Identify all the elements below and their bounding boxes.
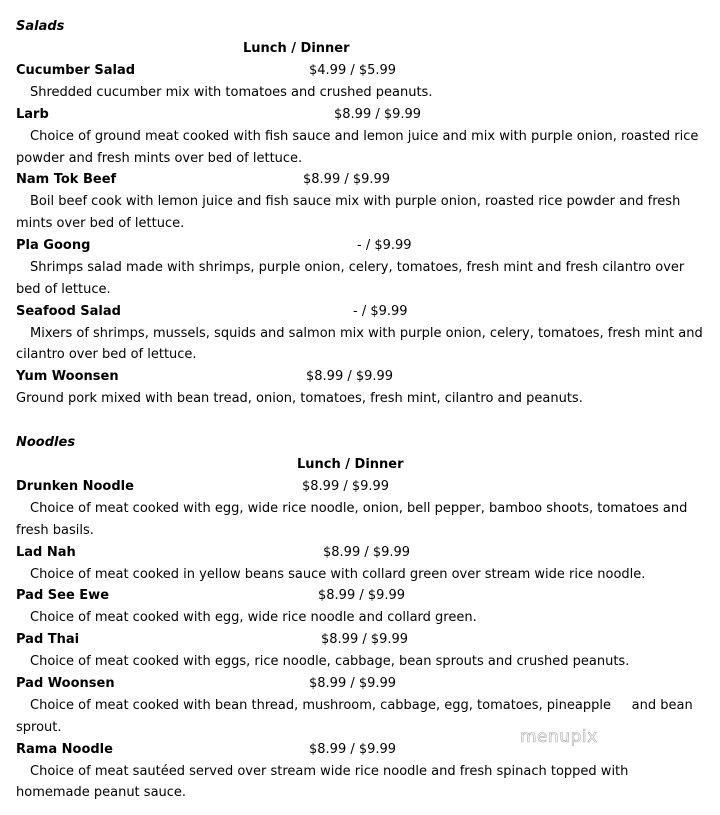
menupix-watermark: menupix (520, 727, 598, 747)
item-price: $8.99 / $9.99 (318, 588, 406, 604)
item-price: $8.99 / $9.99 (321, 632, 409, 648)
item-name: Pad See Ewe (16, 588, 110, 604)
item-name: Pad Woonsen (16, 675, 115, 691)
menu-item (16, 739, 706, 805)
salads-section-title: Salads (16, 19, 65, 34)
menu-page (16, 16, 706, 804)
item-name: Drunken Noodle (16, 478, 134, 494)
item-name: Pla Goong (16, 237, 91, 253)
item-name: Lad Nah (16, 544, 76, 560)
salads-price-header: Lunch / Dinner (243, 41, 350, 56)
item-description: Choice of meat cooked with bean thread, mushroom, cabbage, egg, tomatoes, pineapple and bean sprout. (16, 697, 697, 735)
item-name: Yum Woonsen (16, 369, 119, 385)
menu-item (16, 629, 706, 673)
item-name: Larb (16, 106, 49, 122)
menu-item (16, 542, 706, 586)
noodles-section-title: Noodles (16, 434, 76, 450)
menu-item (16, 301, 706, 367)
item-description: Choice of meat cooked with eggs, rice noodle, cabbage, bean sprouts and crushed peanuts. (30, 654, 630, 670)
item-price: $8.99 / $9.99 (303, 172, 391, 188)
menu-item (16, 169, 706, 235)
item-name: Nam Tok Beef (16, 172, 117, 188)
item-price: $8.99 / $9.99 (306, 369, 394, 385)
item-name: Rama Noodle (16, 741, 113, 757)
menu-item (16, 235, 706, 301)
menu-item (16, 585, 706, 629)
menu-item (16, 673, 706, 739)
menu-item (16, 104, 706, 170)
item-description: Mixers of shrimps, mussels, squids and salmon mix with purple onion, celery, tomatoes, fresh mint and cilantro over bed of lettuce. (16, 325, 703, 363)
item-description: Shrimps salad made with shrimps, purple onion, celery, tomatoes, fresh mint and fresh cilantro over bed of lettuce. (16, 259, 685, 297)
item-price: $8.99 / $9.99 (302, 478, 390, 494)
item-price: $8.99 / $9.99 (309, 741, 397, 757)
menu-item (16, 476, 706, 542)
item-price: $8.99 / $9.99 (323, 544, 411, 560)
item-price: - / $9.99 (353, 303, 408, 319)
item-price: $8.99 / $9.99 (334, 106, 422, 122)
item-description: Choice of meat cooked in yellow beans sauce with collard green over stream wide rice noodle. (30, 566, 646, 582)
item-description: Choice of meat cooked with egg, wide rice noodle and collard green. (30, 610, 477, 626)
item-description: Shredded cucumber mix with tomatoes and crushed peanuts. (30, 85, 433, 100)
menu-item (16, 60, 706, 104)
item-price: - / $9.99 (357, 237, 412, 253)
item-description: Choice of meat cooked with egg, wide rice noodle, onion, bell pepper, bamboo shoots, tomatoes and fresh basils. (16, 500, 688, 538)
menu-item (16, 366, 706, 410)
item-name: Seafood Salad (16, 303, 121, 319)
item-price: $8.99 / $9.99 (309, 675, 397, 691)
item-name: Cucumber Salad (16, 63, 136, 78)
item-price: $4.99 / $5.99 (309, 63, 397, 78)
item-description: Choice of ground meat cooked with fish sauce and lemon juice and mix with purple onion, roasted rice powder and fresh mints over bed of lettuce. (16, 128, 699, 166)
item-description: Ground pork mixed with bean tread, onion, tomatoes, fresh mint, cilantro and peanuts. (16, 391, 583, 407)
noodles-price-header: Lunch / Dinner (297, 456, 404, 472)
item-name: Pad Thai (16, 632, 80, 648)
item-description: Choice of meat sautéed served over stream wide rice noodle and fresh spinach topped with homemade peanut sauce. (16, 763, 629, 801)
item-description: Boil beef cook with lemon juice and fish sauce mix with purple onion, roasted rice powder and fresh mints over bed of lettuce. (16, 194, 681, 232)
